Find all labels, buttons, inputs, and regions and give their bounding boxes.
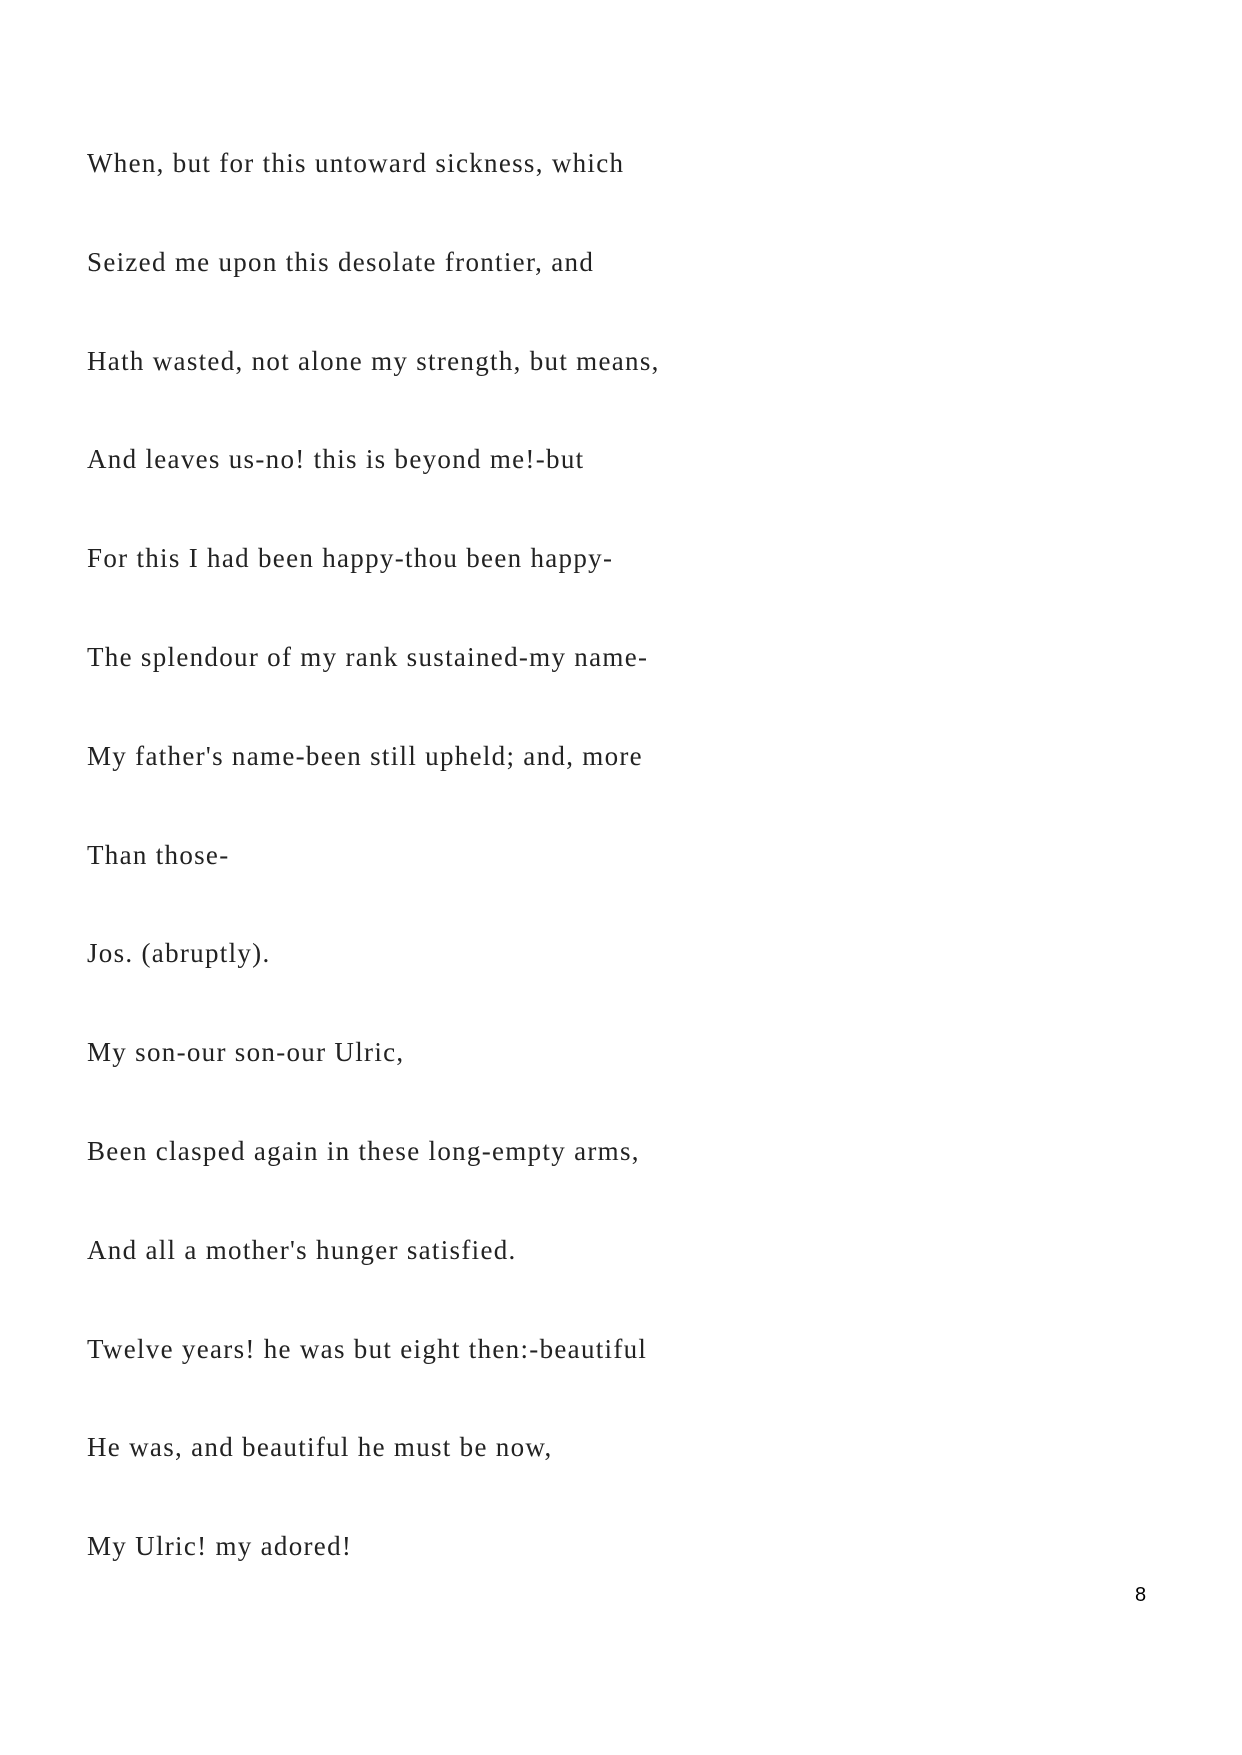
verse-line: Than those- [87,840,230,870]
verse-line: When, but for this untoward sickness, which [87,148,625,178]
verse-line: Twelve years! he was but eight then:-beautiful [87,1334,648,1364]
verse-line: Been clasped again in these long-empty arms, [87,1136,640,1166]
verse-line: For this I had been happy-thou been happy- [87,543,614,573]
speaker-line: Jos. (abruptly). [87,938,271,968]
verse-line: My Ulric! my adored! [87,1531,353,1561]
verse-line: Seized me upon this desolate frontier, and [87,247,595,277]
verse-line: Hath wasted, not alone my strength, but means, [87,346,660,376]
verse-line: My father's name-been still upheld; and, more [87,741,643,771]
verse-line: And leaves us-no! this is beyond me!-but [87,444,585,474]
verse-line: The splendour of my rank sustained-my name- [87,642,649,672]
verse-line: And all a mother's hunger satisfied. [87,1235,517,1265]
verse-line: He was, and beautiful he must be now, [87,1432,553,1462]
page-number: 8 [1135,1584,1147,1606]
verse-line: My son-our son-our Ulric, [87,1037,405,1067]
